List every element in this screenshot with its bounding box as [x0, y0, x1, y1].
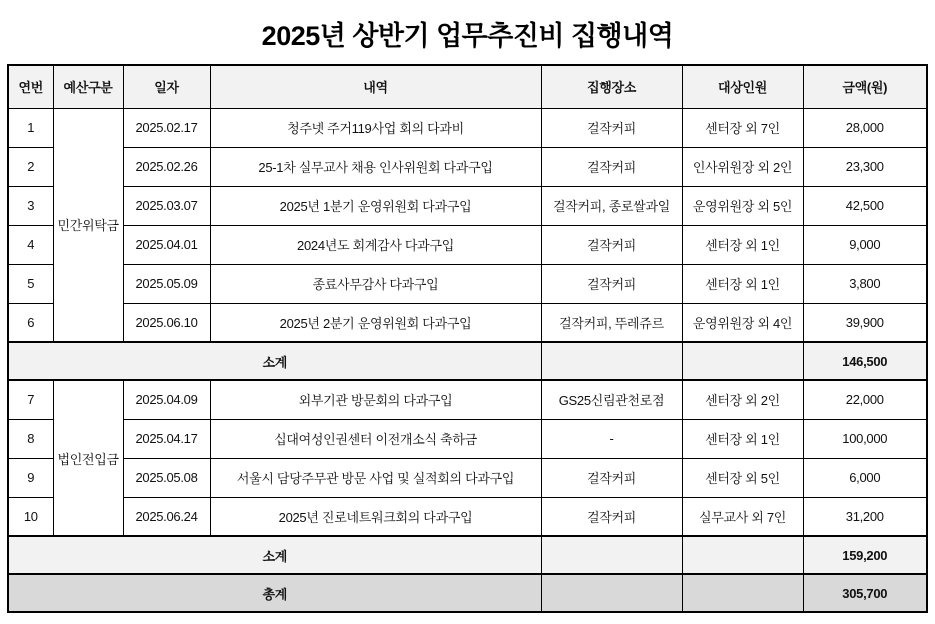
cell-desc: 2025년 진로네트워크회의 다과구입: [210, 497, 541, 536]
cell-desc: 25-1차 실무교사 채용 인사위원회 다과구입: [210, 147, 541, 186]
cell-amount: 100,000: [803, 419, 927, 458]
cell-category-group1: 민간위탁금: [53, 108, 123, 342]
cell-no: 10: [8, 497, 53, 536]
total-label: 총계: [8, 574, 541, 612]
cell-date: 2025.06.24: [123, 497, 210, 536]
subtotal-people-empty: [682, 342, 803, 380]
cell-amount: 9,000: [803, 225, 927, 264]
header-no: 연번: [8, 65, 53, 108]
cell-no: 6: [8, 303, 53, 342]
cell-people: 센터장 외 5인: [682, 458, 803, 497]
cell-place: 걸작커피: [541, 225, 682, 264]
cell-people: 운영위원장 외 5인: [682, 186, 803, 225]
cell-category-group2: 법인전입금: [53, 380, 123, 536]
cell-desc: 청주넷 주거119사업 회의 다과비: [210, 108, 541, 147]
table-row: [8, 186, 927, 225]
cell-amount: 22,000: [803, 380, 927, 419]
cell-date: 2025.04.17: [123, 419, 210, 458]
subtotal-place-empty: [541, 536, 682, 574]
table-row: [8, 108, 927, 147]
cell-desc: 종료사무감사 다과구입: [210, 264, 541, 303]
cell-place: 걸작커피: [541, 497, 682, 536]
cell-date: 2025.03.07: [123, 186, 210, 225]
cell-no: 4: [8, 225, 53, 264]
cell-date: 2025.02.26: [123, 147, 210, 186]
header-row: [8, 65, 927, 108]
cell-desc: 십대여성인권센터 이전개소식 축하금: [210, 419, 541, 458]
cell-amount: 39,900: [803, 303, 927, 342]
page-title: 2025년 상반기 업무추진비 집행내역: [261, 21, 674, 51]
table-row: [8, 225, 927, 264]
cell-amount: 3,800: [803, 264, 927, 303]
cell-place: 걸작커피, 뚜레쥬르: [541, 303, 682, 342]
header-place: 집행장소: [541, 65, 682, 108]
cell-date: 2025.05.08: [123, 458, 210, 497]
cell-no: 9: [8, 458, 53, 497]
cell-place: 걸작커피: [541, 108, 682, 147]
cell-people: 인사위원장 외 2인: [682, 147, 803, 186]
cell-amount: 31,200: [803, 497, 927, 536]
cell-place: 걸작커피, 종로쌀과일: [541, 186, 682, 225]
header-people: 대상인원: [682, 65, 803, 108]
subtotal-amount: 159,200: [803, 536, 927, 574]
subtotal-label: 소계: [8, 342, 541, 380]
total-row: [8, 574, 927, 612]
table-row: [8, 303, 927, 342]
cell-date: 2025.05.09: [123, 264, 210, 303]
cell-people: 운영위원장 외 4인: [682, 303, 803, 342]
cell-amount: 42,500: [803, 186, 927, 225]
cell-people: 센터장 외 7인: [682, 108, 803, 147]
table-row: [8, 380, 927, 419]
table-row: [8, 264, 927, 303]
subtotal-amount: 146,500: [803, 342, 927, 380]
header-amount: 금액(원): [803, 65, 927, 108]
cell-no: 5: [8, 264, 53, 303]
cell-amount: 6,000: [803, 458, 927, 497]
cell-no: 3: [8, 186, 53, 225]
table-row: [8, 147, 927, 186]
cell-date: 2025.06.10: [123, 303, 210, 342]
cell-place: 걸작커피: [541, 147, 682, 186]
cell-place: 걸작커피: [541, 458, 682, 497]
cell-people: 센터장 외 1인: [682, 225, 803, 264]
total-people-empty: [682, 574, 803, 612]
total-place-empty: [541, 574, 682, 612]
cell-desc: 2025년 2분기 운영위원회 다과구입: [210, 303, 541, 342]
cell-date: 2025.02.17: [123, 108, 210, 147]
cell-people: 센터장 외 1인: [682, 419, 803, 458]
cell-place: 걸작커피: [541, 264, 682, 303]
cell-place: GS25신림관천로점: [541, 380, 682, 419]
header-desc: 내역: [210, 65, 541, 108]
cell-people: 센터장 외 1인: [682, 264, 803, 303]
cell-no: 8: [8, 419, 53, 458]
cell-date: 2025.04.09: [123, 380, 210, 419]
cell-desc: 서울시 담당주무관 방문 사업 및 실적회의 다과구입: [210, 458, 541, 497]
expense-table: [7, 64, 928, 613]
cell-no: 1: [8, 108, 53, 147]
cell-amount: 28,000: [803, 108, 927, 147]
header-date: 일자: [123, 65, 210, 108]
cell-no: 7: [8, 380, 53, 419]
subtotal-place-empty: [541, 342, 682, 380]
cell-people: 실무교사 외 7인: [682, 497, 803, 536]
table-row: [8, 458, 927, 497]
header-category: 예산구분: [53, 65, 123, 108]
subtotal-label: 소계: [8, 536, 541, 574]
cell-desc: 외부기관 방문회의 다과구입: [210, 380, 541, 419]
cell-desc: 2024년도 회계감사 다과구입: [210, 225, 541, 264]
subtotal-row-group1: [8, 342, 927, 380]
cell-desc: 2025년 1분기 운영위원회 다과구입: [210, 186, 541, 225]
cell-date: 2025.04.01: [123, 225, 210, 264]
cell-place: -: [541, 419, 682, 458]
table-row: [8, 419, 927, 458]
cell-no: 2: [8, 147, 53, 186]
table-row: [8, 497, 927, 536]
cell-people: 센터장 외 2인: [682, 380, 803, 419]
subtotal-people-empty: [682, 536, 803, 574]
total-amount: 305,700: [803, 574, 927, 612]
subtotal-row-group2: [8, 536, 927, 574]
cell-amount: 23,300: [803, 147, 927, 186]
